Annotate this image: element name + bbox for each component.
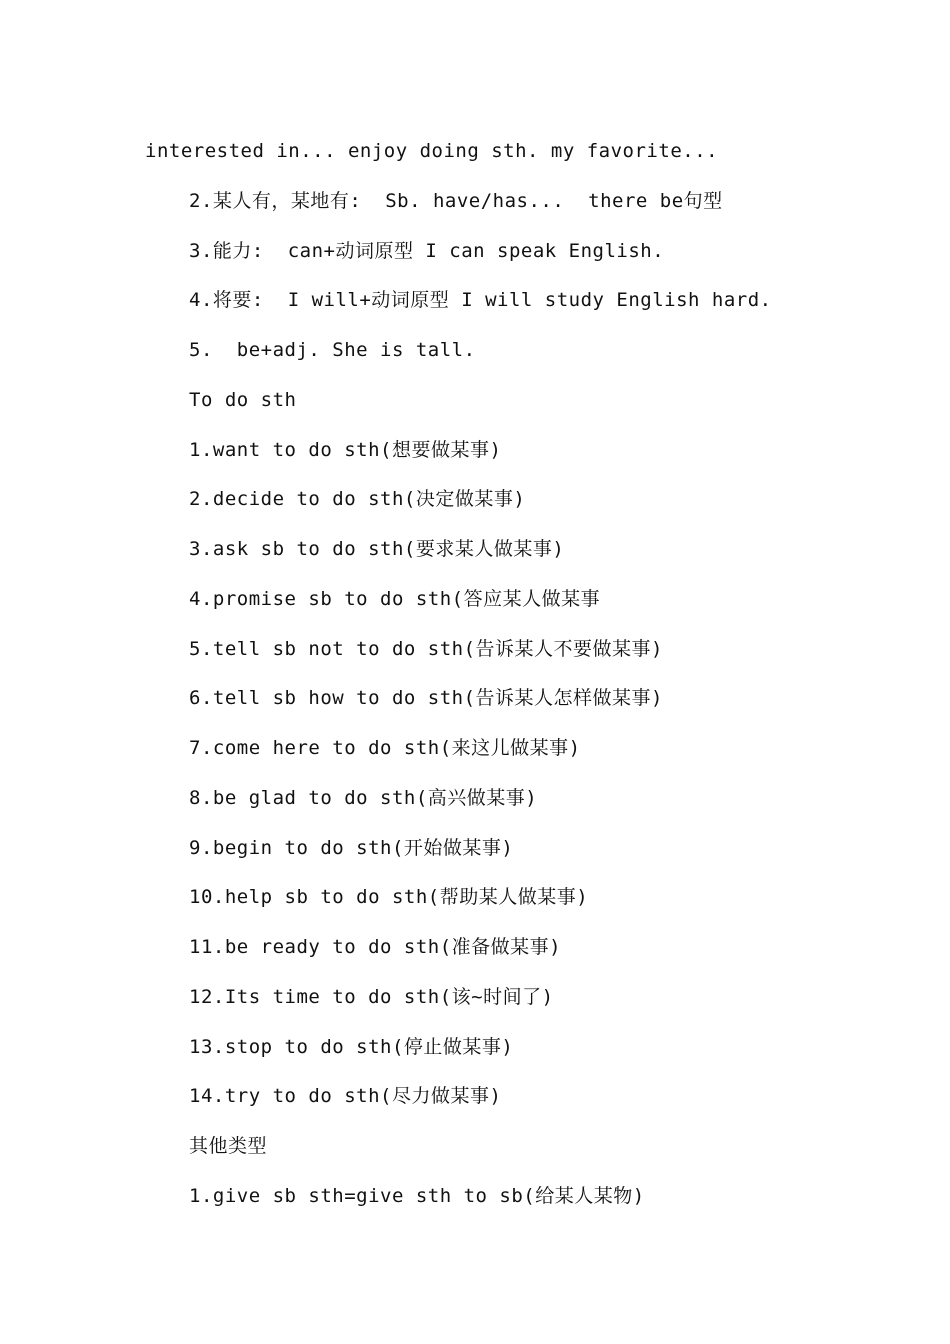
list-item: 13.stop to do sth(停止做某事) [189,1036,514,1058]
list-item: 2.decide to do sth(决定做某事) [189,488,526,510]
list-item: 12.Its time to do sth(该~时间了) [189,986,554,1008]
list-item: 1.want to do sth(想要做某事) [189,439,502,461]
text-line-be-adj: 5. be+adj. She is tall. [189,339,476,361]
list-item: 10.help sb to do sth(帮助某人做某事) [189,886,589,908]
list-item: 9.begin to do sth(开始做某事) [189,837,514,859]
text-line-future: 4.将要: I will+动词原型 I will study English hard. [189,289,772,311]
text-line-continuation: interested in... enjoy doing sth. my favorite... [145,140,719,162]
text-line-ability: 3.能力: can+动词原型 I can speak English. [189,240,665,262]
text-line-possession: 2.某人有，某地有: Sb. have/has... there be句型 [189,190,723,212]
list-item: 5.tell sb not to do sth(告诉某人不要做某事) [189,638,663,660]
list-item: 1.give sb sth=give sth to sb(给某人某物) [189,1185,645,1207]
list-item: 7.come here to do sth(来这儿做某事) [189,737,581,759]
list-item: 4.promise sb to do sth(答应某人做某事 [189,588,601,610]
list-item: 8.be glad to do sth(高兴做某事) [189,787,538,809]
list-item: 3.ask sb to do sth(要求某人做某事) [189,538,565,560]
list-item: 14.try to do sth(尽力做某事) [189,1085,502,1107]
section-heading-other-types: 其他类型 [189,1135,268,1157]
list-item: 6.tell sb how to do sth(告诉某人怎样做某事) [189,687,663,709]
section-heading-to-do-sth: To do sth [189,389,297,411]
list-item: 11.be ready to do sth(准备做某事) [189,936,562,958]
